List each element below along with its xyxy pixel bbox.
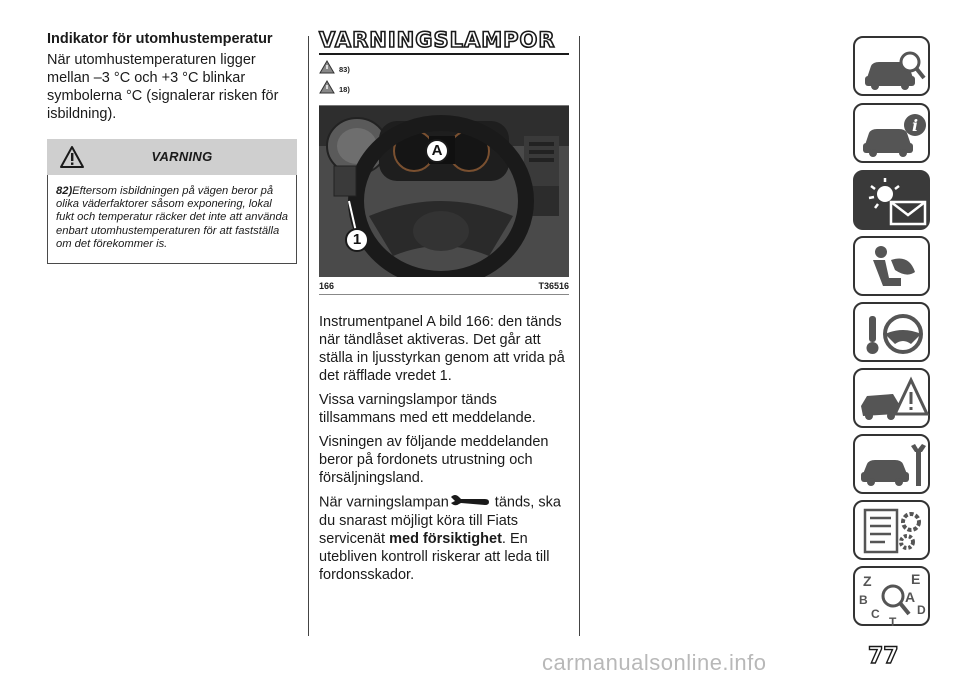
svg-text:Z: Z bbox=[863, 573, 872, 589]
car-wrench-icon bbox=[855, 436, 932, 496]
tab-seat-airbag[interactable] bbox=[853, 236, 930, 296]
figure-label-1: 1 bbox=[352, 231, 362, 248]
car-info-icon bbox=[855, 105, 932, 165]
tab-car-search[interactable] bbox=[853, 36, 930, 96]
page-title: VARNINGSLAMPOR bbox=[319, 28, 556, 52]
alphabet-index-icon bbox=[855, 568, 932, 628]
svg-text:C: C bbox=[871, 607, 880, 621]
figure-number: 166 bbox=[319, 281, 335, 291]
paragraph: Visningen av följande meddelanden beror på fordonets utrustning och försäljningsland. bbox=[319, 434, 549, 486]
warning-title: VARNING bbox=[151, 149, 213, 164]
paragraph: Vissa varningslampor tänds tillsammans med ett meddelande. bbox=[319, 392, 536, 426]
paragraph: Instrumentpanel A bild 166: den tänds när tändlåset aktiveras. Det går att ställa in ljusstyrkan genom att vrida på det räfflade vredet 1. bbox=[319, 314, 565, 384]
body-text bbox=[319, 313, 569, 584]
tab-alphabetical-index[interactable] bbox=[853, 566, 930, 626]
page-number: 77 bbox=[868, 644, 899, 669]
column-divider bbox=[308, 36, 309, 636]
watermark: carmanualsonline.info bbox=[542, 650, 767, 675]
title-rule bbox=[319, 53, 569, 55]
reference-line bbox=[319, 79, 569, 99]
middle-column bbox=[319, 28, 569, 590]
warning-text: Eftersom isbildningen på vägen beror på olika väderfaktorer såsom exponering, lokal fukt och temperatur räcker det inte att använda enbart utomhustemperaturen för att fastställa om det förekommer is. bbox=[56, 185, 288, 250]
caution-book-icon bbox=[319, 80, 335, 99]
warning-box bbox=[47, 175, 297, 264]
tab-list-gears[interactable] bbox=[853, 500, 930, 560]
figure-code: T36516 bbox=[538, 281, 569, 291]
warning-header bbox=[47, 139, 297, 175]
left-column bbox=[47, 30, 297, 264]
warning-number: 82) bbox=[56, 185, 73, 197]
paragraph bbox=[319, 493, 569, 584]
svg-text:D: D bbox=[917, 603, 926, 617]
tab-crash-warning[interactable] bbox=[853, 368, 930, 428]
reference-number: 83) bbox=[339, 64, 350, 74]
paragraph-part: . En utebliven kontroll riskerar att leda till fordonsskador. bbox=[319, 531, 550, 583]
svg-text:T: T bbox=[889, 615, 897, 628]
svg-text:A: A bbox=[905, 589, 916, 605]
caution-book-icon bbox=[319, 60, 335, 79]
wrench-icon bbox=[449, 493, 491, 512]
warning-light-message-icon bbox=[855, 172, 932, 232]
tab-warning-lights[interactable] bbox=[853, 170, 930, 230]
seat-airbag-icon bbox=[855, 238, 932, 298]
paragraph-part: tänds, ska du snarast möjligt köra till Fiats servicenät bbox=[319, 494, 561, 547]
tab-key-steering[interactable] bbox=[853, 302, 930, 362]
svg-text:E: E bbox=[911, 571, 921, 587]
paragraph-part: När varningslampan bbox=[319, 494, 449, 511]
car-search-icon bbox=[855, 38, 932, 98]
figure-label-a: A bbox=[431, 142, 443, 159]
svg-text:i: i bbox=[911, 116, 919, 135]
dashboard-photo bbox=[319, 105, 569, 277]
car-crash-warning-icon bbox=[855, 370, 932, 430]
column-divider bbox=[579, 36, 580, 636]
key-steering-wheel-icon bbox=[855, 304, 932, 364]
tab-car-info[interactable] bbox=[853, 103, 930, 163]
tab-car-wrench[interactable] bbox=[853, 434, 930, 494]
section-paragraph: När utomhustemperaturen ligger mellan –3 °C och +3 °C blinkar symbolerna °C (signalerar risken för isbildning). bbox=[47, 52, 279, 122]
emphasis-text: med försiktighet bbox=[389, 531, 502, 547]
list-gears-icon bbox=[855, 502, 932, 562]
figure-caption bbox=[319, 281, 569, 295]
reference-line bbox=[319, 59, 569, 79]
section-heading: Indikator för utomhustemperatur bbox=[47, 31, 273, 47]
reference-number: 18) bbox=[339, 84, 350, 94]
svg-text:B: B bbox=[859, 593, 868, 607]
